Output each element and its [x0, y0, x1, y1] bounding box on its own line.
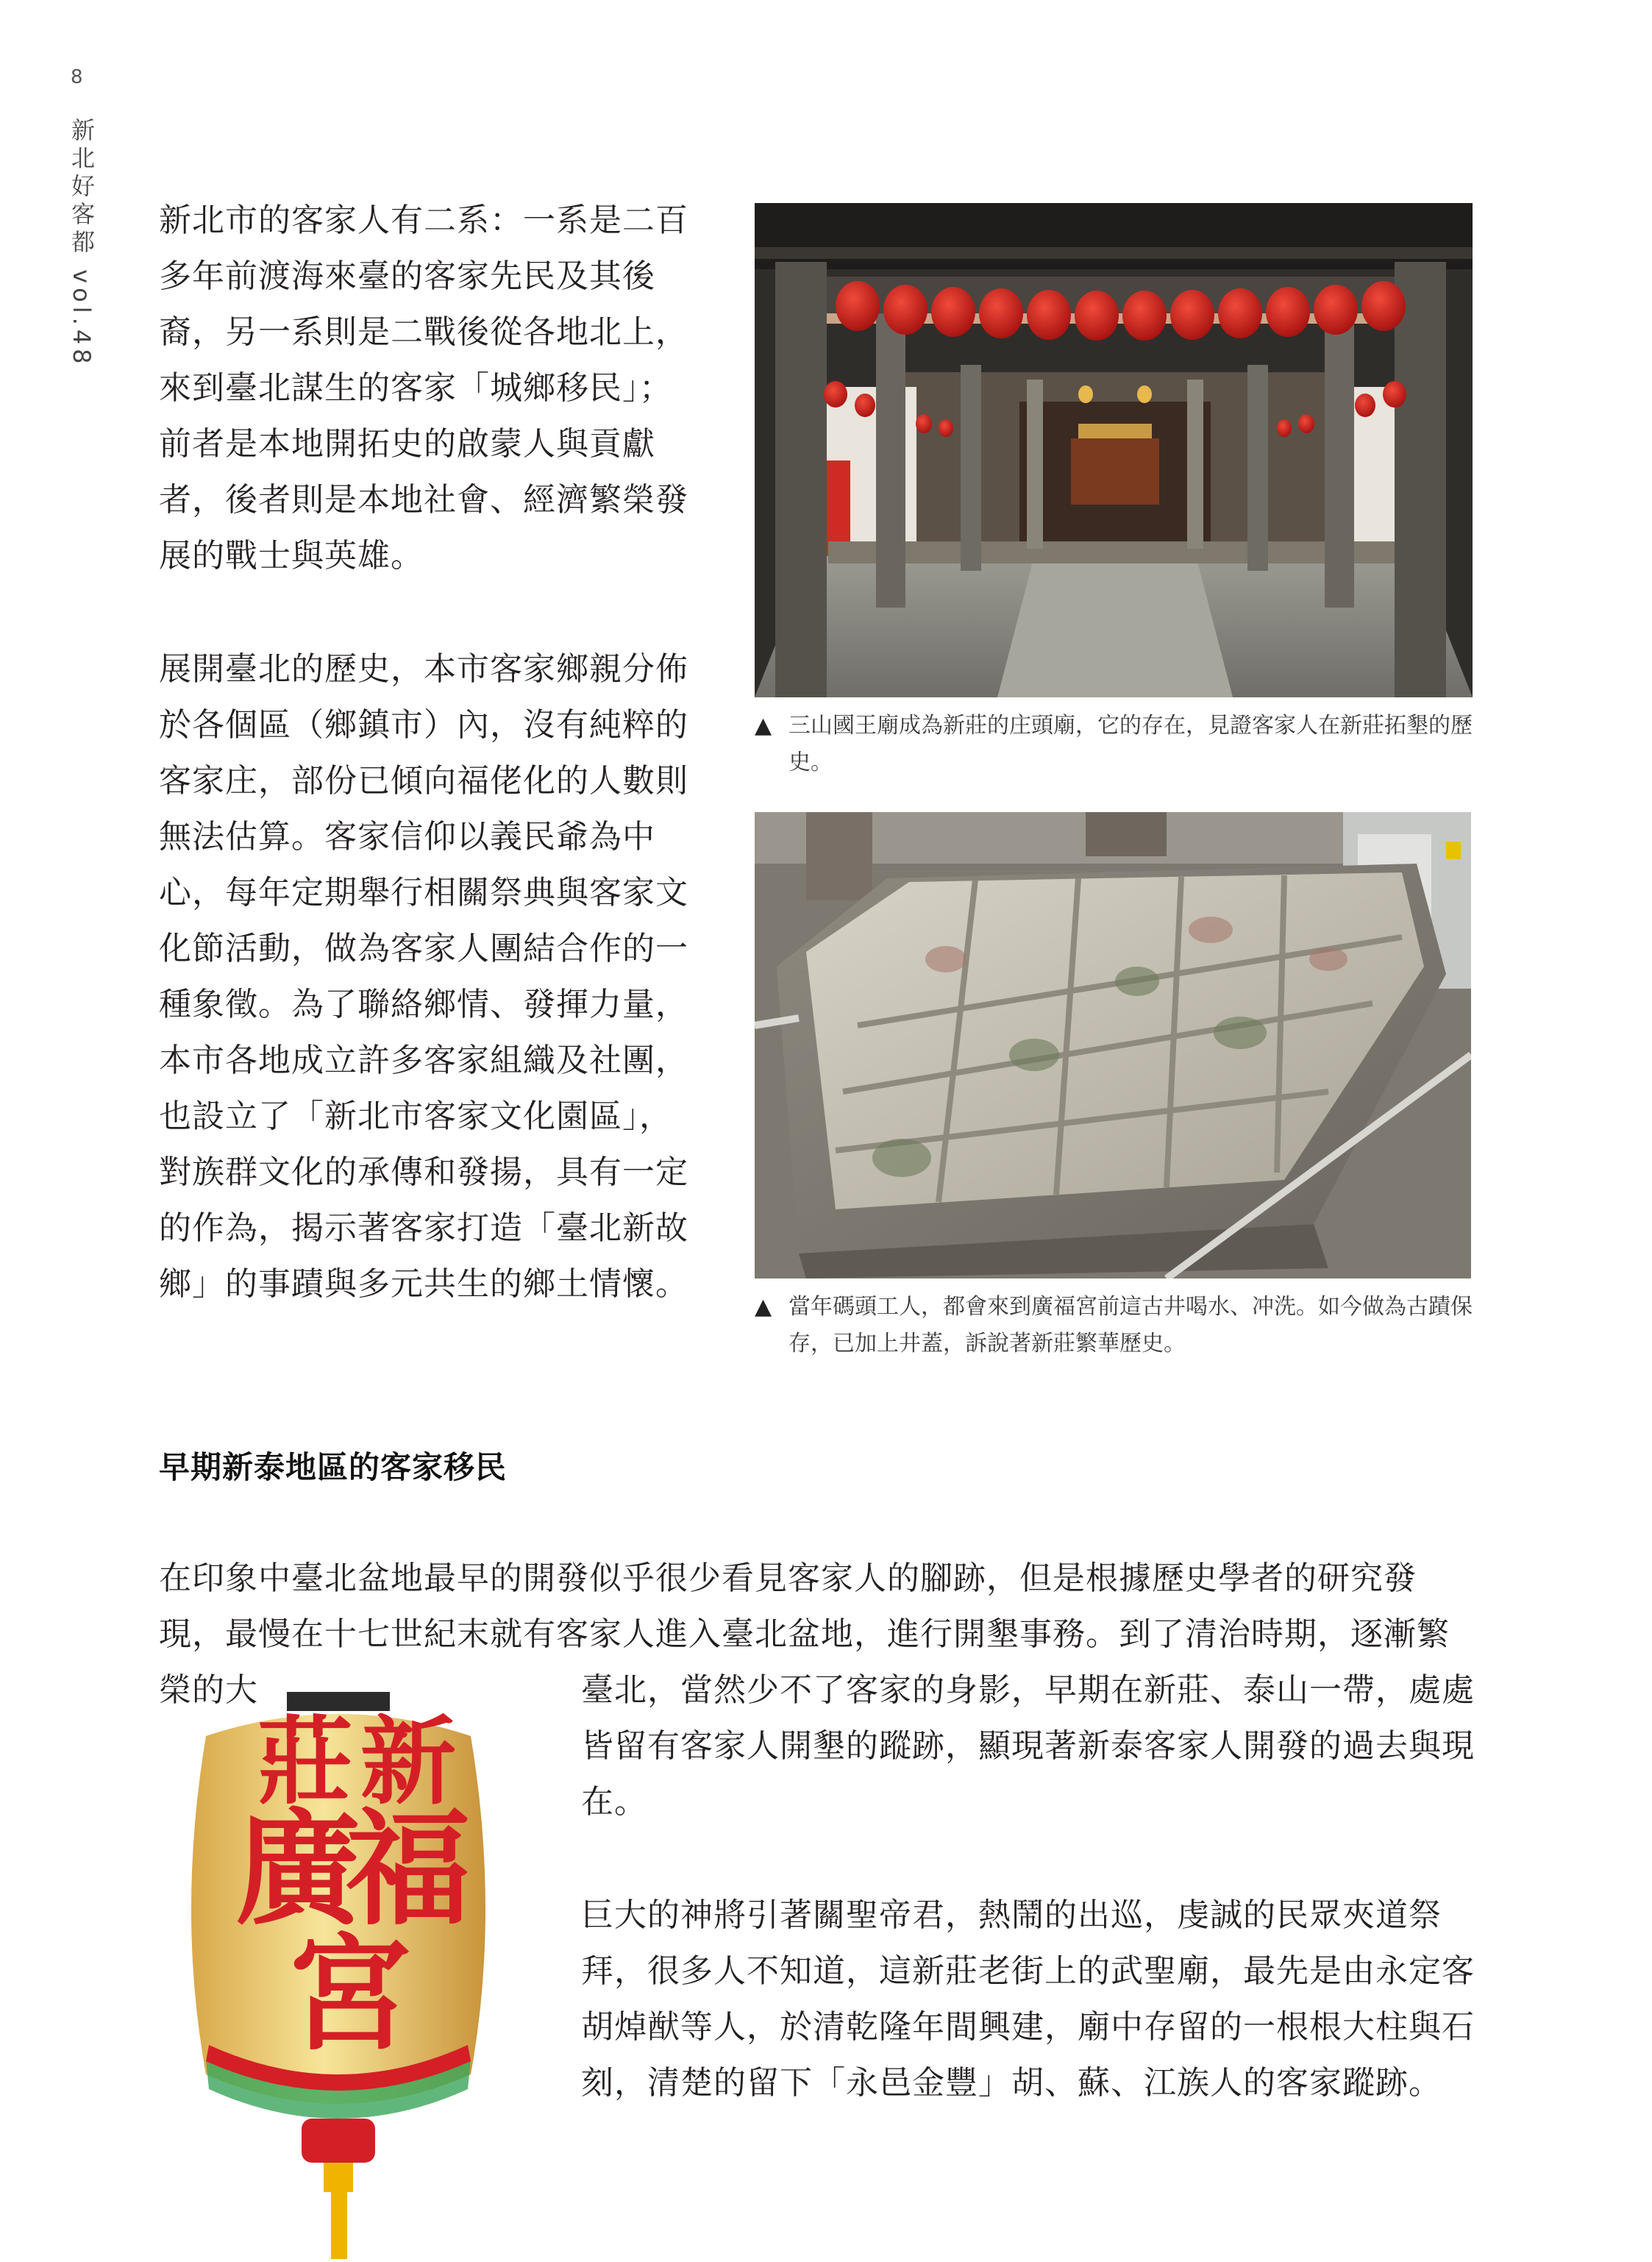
intro-paragraph-1: 新北市的客家人有二系：一系是二百多年前渡海來臺的客家先民及其後裔，另一系則是二戰後從各地北上，來到臺北謀生的客家「城鄉移民」；前者是本地開拓史的啟蒙人與貢獻者，後者則是本地社會、經濟繁榮發展的戰士與英雄。	[159, 202, 688, 575]
section-paragraph-2: 巨大的神將引著關聖帝君，熱鬧的出巡，虔誠的民眾夾道祭拜，很多人不知道，這新莊老街上的武聖廟，最先是由永定客胡焯猷等人，於清乾隆年間興建，廟中存留的一根根大柱與石刻，清楚的留下「永邑金豐」胡、蘇、江族人的客家蹤跡。	[581, 1896, 1475, 2102]
temple-courtyard-photo	[755, 203, 1473, 697]
section-paragraph-1: 在印象中臺北盆地最早的開發似乎很少看見客家人的腳跡，但是根據歷史學者的研究發現，最慢在十七世紀末就有客家人進入臺北盆地，進行開墾事務。到了清治時期，逐漸繁榮的大	[159, 1559, 1450, 1709]
lantern-char-guang: 廣	[235, 1796, 361, 1943]
lantern-char-fu: 福	[346, 1796, 471, 1943]
ancient-well-illustration	[755, 812, 1471, 1278]
lantern-char-gong: 宮	[287, 1921, 413, 2068]
section-paragraph-1-continued: 臺北，當然少不了客家的身影，早期在新莊、泰山一帶，處處皆留有客家人開墾的蹤跡，顯現著新泰客家人開發的過去與現在。	[581, 1671, 1475, 1821]
caption-triangle-icon: ▲	[755, 1294, 772, 1320]
well-photo-caption	[755, 1289, 1509, 1362]
temple-courtyard-illustration	[755, 203, 1473, 697]
ancient-well-photo	[755, 812, 1471, 1278]
section-heading: 早期新泰地區的客家移民	[159, 1449, 508, 1485]
caption-triangle-icon: ▲	[755, 713, 772, 739]
temple-caption-text: 三山國王廟成為新莊的庄頭廟，它的存在，見證客家人在新莊拓墾的歷史。	[788, 713, 1473, 775]
lantern-illustration	[177, 1692, 500, 2259]
lantern-photo	[177, 1692, 500, 2259]
temple-photo-caption	[755, 708, 1509, 781]
page-number: 8	[71, 66, 83, 88]
magazine-title: 新北好客都 vol.48	[68, 118, 96, 369]
lantern-char-xin: 新	[360, 1705, 457, 1818]
intro-paragraph-2: 展開臺北的歷史，本市客家鄉親分佈於各個區（鄉鎮市）內，沒有純粹的客家庄，部份已傾向福佬化的人數則無法估算。客家信仰以義民爺為中心，每年定期舉行相關祭典與客家文化節活動，做為客家人團結合作的一種象徵。為了聯絡鄉情、發揮力量，本市各地成立許多客家組織及社團，也設立了「新北市客家文化園區」，對族群文化的承傳和發揚，具有一定的作為，揭示著客家打造「臺北新故鄉」的事蹟與多元共生的鄉土情懷。	[159, 650, 688, 1303]
lantern-char-zhuang: 莊	[257, 1705, 354, 1818]
well-caption-text: 當年碼頭工人，都會來到廣福宮前這古井喝水、冲洗。如今做為古蹟保存，已加上井蓋，訴說著新莊繁華歷史。	[788, 1294, 1473, 1356]
